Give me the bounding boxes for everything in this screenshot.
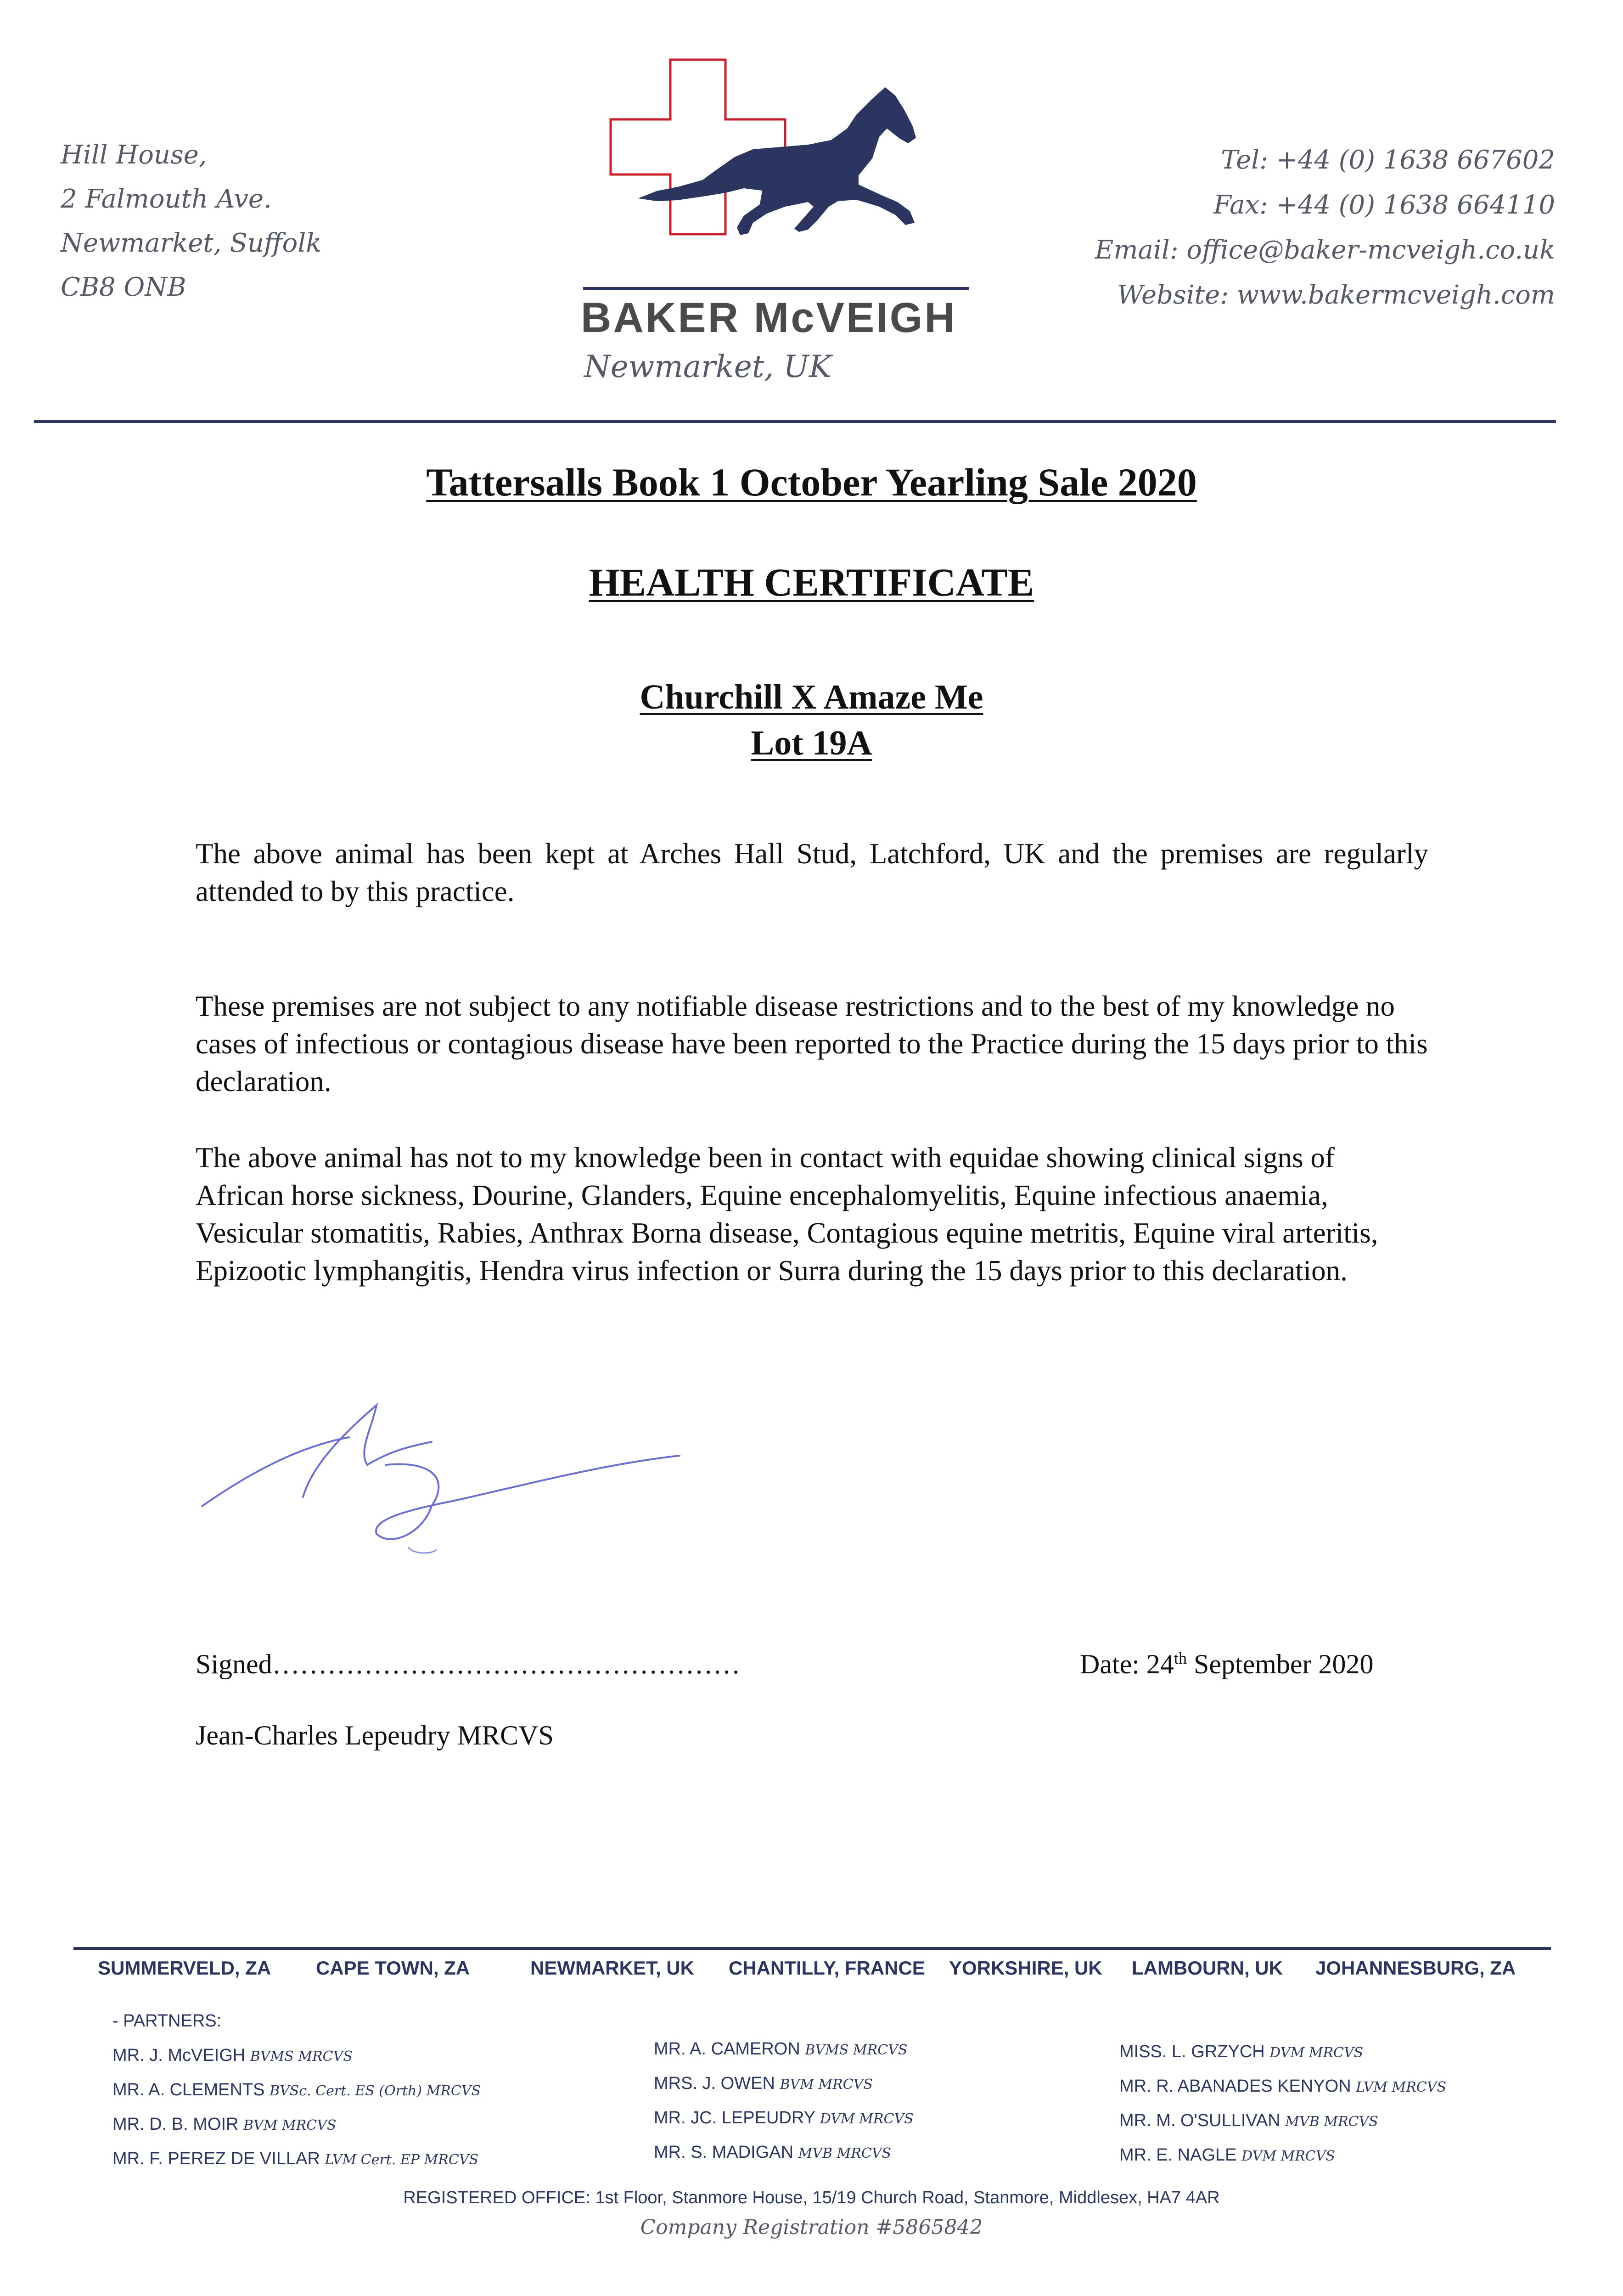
date-prefix: Date: 24: [1080, 1649, 1174, 1679]
galloping-horse-icon: [638, 87, 916, 235]
partner-entry: [112, 2108, 481, 2142]
brand-location: Newmarket, UK: [584, 349, 832, 384]
address-line: Newmarket, Suffolk: [61, 228, 322, 258]
partner-name: MR. E. NAGLE: [1119, 2145, 1242, 2165]
logo-rule: [583, 287, 969, 290]
partner-credentials: DVM MRCVS: [1269, 2045, 1364, 2061]
phone-line: Tel: +44 (0) 1638 667602: [1221, 145, 1555, 175]
location-item: NEWMARKET, UK: [530, 1957, 694, 1979]
partner-credentials: BVM MRCVS: [243, 2117, 337, 2133]
location-item: SUMMERVELD, ZA: [98, 1957, 271, 1979]
website-line: Website: www.bakermcveigh.com: [1117, 280, 1555, 310]
partner-credentials: LVM Cert. EP MRCVS: [325, 2152, 479, 2168]
disease-restrictions-paragraph: These premises are not subject to any notifiable disease restrictions and to the best of my knowledge no cases of infectious or contagious disease have been reported to the Practice during the 15 days prior to this declaration.: [196, 990, 1428, 1097]
partner-entry: [654, 2101, 914, 2136]
registered-office: REGISTERED OFFICE: 1st Floor, Stanmore House, 15/19 Church Road, Stanmore, Middlesex, HA7 4AR: [403, 2188, 1220, 2207]
partner-credentials: MVB MRCVS: [1285, 2114, 1378, 2130]
partner-credentials: DVM MRCVS: [1241, 2148, 1335, 2164]
veterinarian-name: Jean-Charles Lepeudry MRCVS: [196, 1720, 554, 1750]
partner-entry: [112, 2142, 481, 2177]
practice-address: [61, 133, 321, 310]
partner-entry: [654, 2032, 914, 2067]
signed-line: Signed……………………………………………: [196, 1649, 741, 1679]
partners-column: [1119, 2035, 1446, 2173]
partner-entry: [1119, 2138, 1446, 2173]
partner-name: MR. M. O'SULLIVAN: [1119, 2111, 1286, 2130]
partner-entry: [112, 2073, 481, 2108]
partner-entry: [1119, 2035, 1446, 2070]
partner-name: MR. R. ABANADES KENYON: [1119, 2077, 1356, 2096]
partner-entry: [1119, 2104, 1446, 2138]
partner-name: MR. D. B. MOIR: [112, 2115, 243, 2134]
partner-entry: [1119, 2070, 1446, 2104]
partner-name: MR. J. McVEIGH: [112, 2046, 250, 2065]
horse-pedigree: Churchill X Amaze Me: [640, 678, 983, 716]
partners-heading: - PARTNERS:: [112, 2011, 222, 2031]
declaration-date: [1080, 1649, 1374, 1680]
footer-divider: [73, 1947, 1551, 1950]
baker-mcveigh-logo: [578, 55, 973, 395]
address-line: 2 Falmouth Ave.: [61, 184, 272, 214]
date-suffix: September 2020: [1186, 1649, 1374, 1679]
lot-number: Lot 19A: [751, 724, 872, 762]
partner-name: MISS. L. GRZYCH: [1119, 2042, 1270, 2061]
partner-name: MR. A. CAMERON: [654, 2039, 805, 2059]
partners-column: [112, 2039, 481, 2177]
sale-title: Tattersalls Book 1 October Yearling Sale 2020: [426, 460, 1197, 504]
office-locations: [0, 1957, 1623, 1989]
fax-line: Fax: +44 (0) 1638 664110: [1213, 190, 1555, 220]
location-item: LAMBOURN, UK: [1132, 1957, 1283, 1979]
partner-credentials: BVM MRCVS: [780, 2077, 873, 2093]
partner-credentials: BVMS MRCVS: [250, 2048, 353, 2065]
email-line: Email: office@baker-mcveigh.co.uk: [1095, 235, 1555, 265]
partner-credentials: BVSc. Cert. ES (Orth) MRCVS: [270, 2083, 481, 2099]
location-item: CHANTILLY, FRANCE: [729, 1957, 925, 1979]
partner-credentials: MVB MRCVS: [798, 2145, 892, 2161]
address-line: CB8 ONB: [61, 272, 186, 302]
location-item: YORKSHIRE, UK: [949, 1957, 1102, 1979]
partner-entry: [112, 2039, 481, 2073]
signature-image: [193, 1396, 698, 1589]
location-item: JOHANNESBURG, ZA: [1315, 1957, 1516, 1979]
partner-credentials: BVMS MRCVS: [805, 2042, 908, 2058]
date-ordinal: th: [1174, 1649, 1187, 1667]
partner-credentials: DVM MRCVS: [820, 2111, 914, 2127]
partner-name: MR. JC. LEPEUDRY: [654, 2108, 820, 2127]
partner-name: MR. S. MADIGAN: [654, 2143, 798, 2162]
partner-entry: [654, 2136, 914, 2170]
practice-contact: [1095, 138, 1555, 318]
partner-credentials: LVM MRCVS: [1356, 2079, 1446, 2095]
header-divider: [34, 420, 1556, 423]
partner-name: MRS. J. OWEN: [654, 2074, 780, 2093]
partners-column: [654, 2032, 914, 2170]
partner-entry: [654, 2067, 914, 2101]
partner-name: MR. A. CLEMENTS: [112, 2080, 270, 2099]
brand-name: BAKER McVEIGH: [581, 294, 957, 341]
certificate-title: HEALTH CERTIFICATE: [589, 560, 1034, 604]
company-registration: Company Registration #5865842: [640, 2216, 983, 2239]
address-line: Hill House,: [61, 140, 207, 170]
location-item: CAPE TOWN, ZA: [316, 1957, 470, 1979]
contact-declaration-paragraph: The above animal has not to my knowledge been in contact with equidae showing clinical signs of African horse sickness, Dourine, Glanders, Equine encephalomyelitis, Equine infectious anaemia, Vesicular stomatitis, Rabies, Anthrax Borna disease, Contagious equine metritis, Equine viral arteritis, Epizootic lymphangitis, Hendra virus infection or Surra during the 15 days prior to this declaration.: [196, 1142, 1378, 1287]
partner-name: MR. F. PEREZ DE VILLAR: [112, 2149, 325, 2168]
premises-paragraph: The above animal has been kept at Arches Hall Stud, Latchford, UK and the premises are regularly attended to by this practice.: [196, 838, 1428, 907]
